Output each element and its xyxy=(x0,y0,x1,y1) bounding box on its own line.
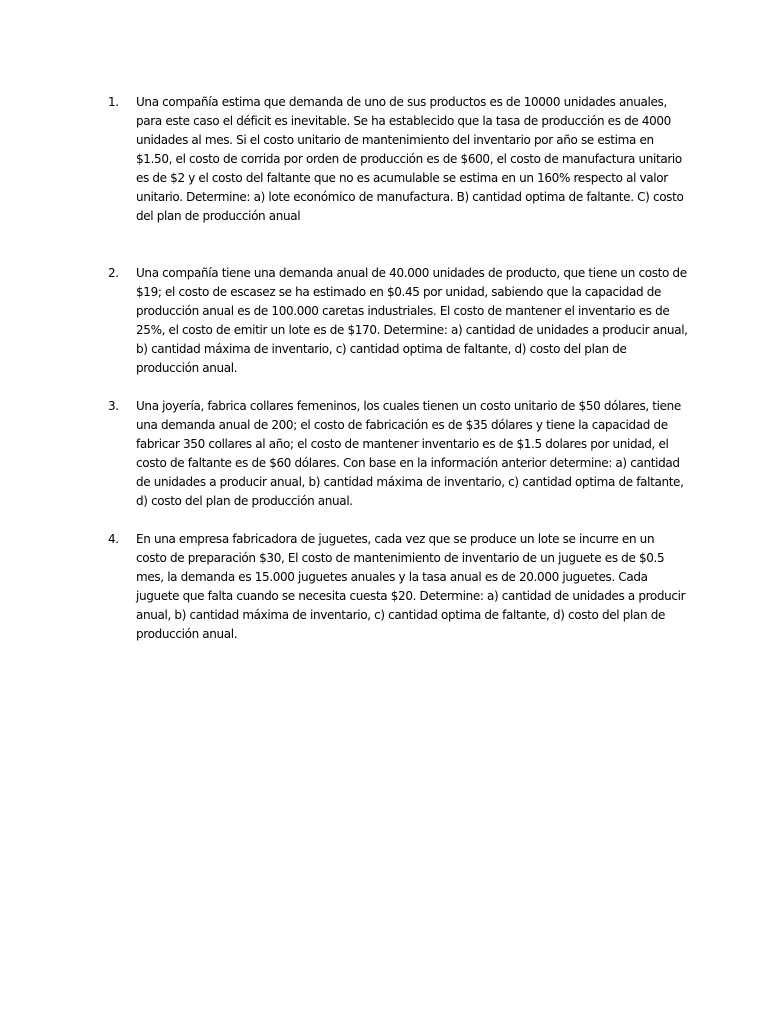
problem-number: 3. xyxy=(108,399,119,413)
problem-number: 2. xyxy=(108,266,119,280)
problem-text: Una compañía estima que demanda de uno de sus productos es de 10000 unidades anuales, para este caso el déficit es inevitable. Se ha establecido que la tasa de producción es de 4000 unidades al mes. Si el costo unitario de mantenimiento del inventario por año se estima en $1.50, el costo de corrida por orden de producción es de $600, el costo de manufactura unitario es de $2 y el costo del faltante que no es acumulable se estima en un 160% respecto al valor unitario. Determine: a) lote económico de manufactura. B) cantidad optima de faltante. C) costo del plan de producción anual xyxy=(136,95,684,223)
problem-text: En una empresa fabricadora de juguetes, cada vez que se produce un lote se incurre en un costo de preparación $30, El costo de mantenimiento de inventario de un juguete es de $0.5 mes, la demanda es 15.000 juguetes anuales y la tasa anual es de 20.000 juguetes. Cada juguete que falta cuando se necesita cuesta $20. Determine: a) cantidad de unidades a producir anual, b) cantidad máxima de inventario, c) cantidad optima de faltante, d) costo del plan de producción anual. xyxy=(136,532,686,641)
problem-text: Una compañía tiene una demanda anual de 40.000 unidades de producto, que tiene un costo de $19; el costo de escasez se ha estimado en $0.45 por unidad, sabiendo que la capacidad de producción anual es de 100.000 caretas industriales. El costo de mantener el inventario es de 25%, el costo de emitir un lote es de $170. Determine: a) cantidad de unidades a producir anual, b) cantidad máxima de inventario, c) cantidad optima de faltante, d) costo del plan de producción anual. xyxy=(136,266,688,375)
problem-item-3 xyxy=(108,397,688,511)
problem-item-1 xyxy=(108,93,688,226)
problem-item-4 xyxy=(108,530,688,644)
problem-text: Una joyería, fabrica collares femeninos, los cuales tienen un costo unitario de $50 dólares, tiene una demanda anual de 200; el costo de fabricación es de $35 dólares y tiene la capacidad de fabricar 350 collares al año; el costo de mantener inventario es de $1.5 dolares por unidad, el costo de faltante es de $60 dólares. Con base en la información anterior determine: a) cantidad de unidades a producir anual, b) cantidad máxima de inventario, c) cantidad optima de faltante, d) costo del plan de producción anual. xyxy=(136,399,684,508)
problem-list xyxy=(108,93,688,644)
problem-number: 1. xyxy=(108,95,119,109)
problem-item-2 xyxy=(108,264,688,378)
problem-number: 4. xyxy=(108,532,119,546)
